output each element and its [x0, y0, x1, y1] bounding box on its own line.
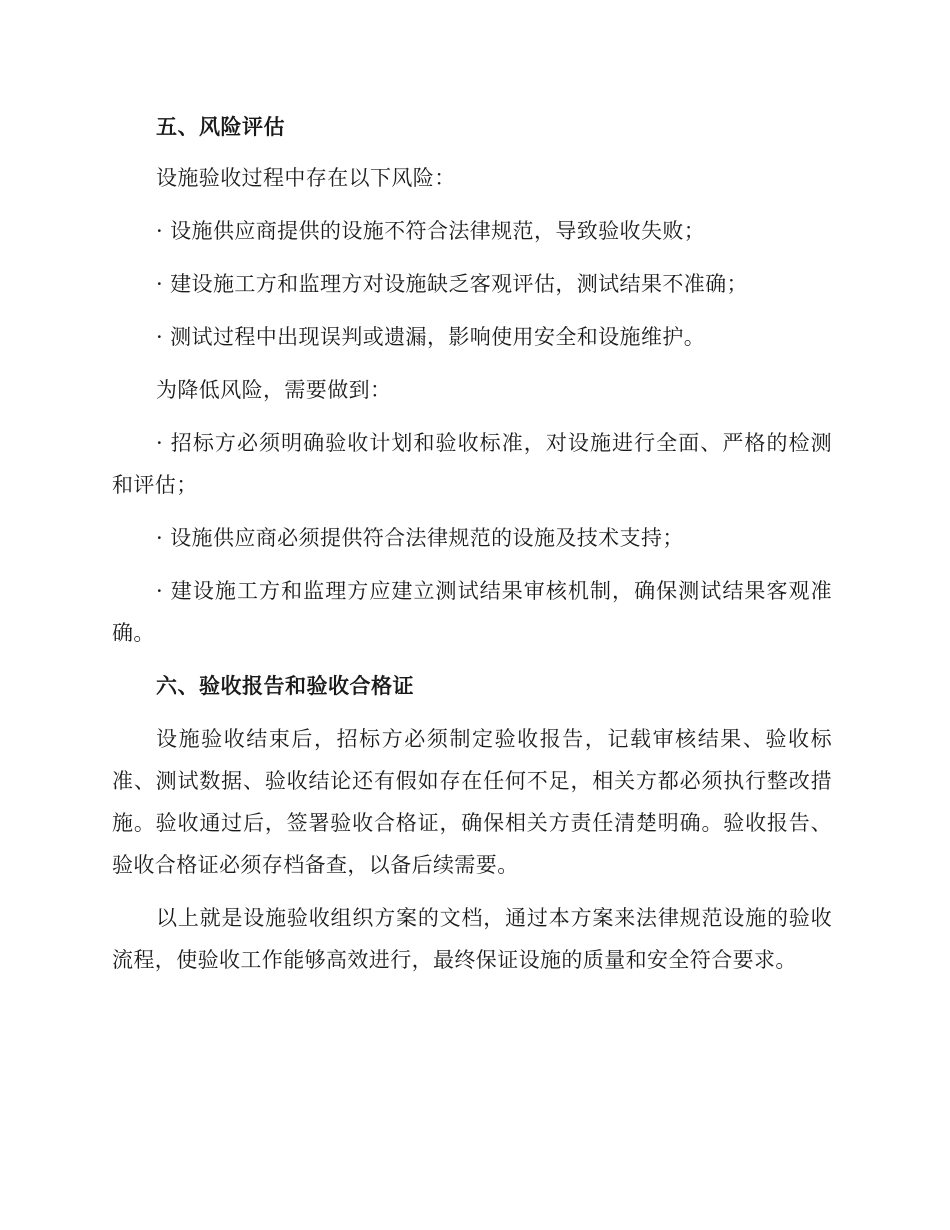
- risk-item: · 建设施工方和监理方对设施缺乏客观评估，测试结果不准确；: [156, 272, 748, 296]
- measure-item: · 招标方必须明确验收计划和验收标准，对设施进行全面、严格的检测和评估；: [112, 431, 832, 497]
- risk-intro: 设施验收过程中存在以下风险：: [156, 166, 456, 190]
- document-page: [112, 106, 832, 981]
- risk-item: · 设施供应商提供的设施不符合法律规范，导致验收失败；: [156, 219, 706, 243]
- section-heading-risk-assessment: 五、风险评估: [156, 114, 285, 139]
- conclusion-paragraph: 以上就是设施验收组织方案的文档，通过本方案来法律规范设施的验收流程，使验收工作能够高效进行，最终保证设施的质量和安全符合要求。: [112, 906, 832, 972]
- measures-intro: 为降低风险，需要做到：: [156, 378, 392, 402]
- risk-item: · 测试过程中出现误判或遗漏，影响使用安全和设施维护。: [156, 325, 706, 349]
- measure-item: · 建设施工方和监理方应建立测试结果审核机制，确保测试结果客观准确。: [112, 579, 832, 645]
- section-heading-acceptance-report: 六、验收报告和验收合格证: [156, 673, 414, 698]
- measure-item: · 设施供应商必须提供符合法律规范的设施及技术支持；: [156, 526, 684, 550]
- acceptance-report-paragraph: 设施验收结束后，招标方必须制定验收报告，记载审核结果、验收标准、测试数据、验收结论还有假如存在任何不足，相关方都必须执行整改措施。验收通过后，签署验收合格证，确保相关方责任清楚明确。验收报告、验收合格证必须存档备查，以备后续需要。: [112, 727, 832, 877]
